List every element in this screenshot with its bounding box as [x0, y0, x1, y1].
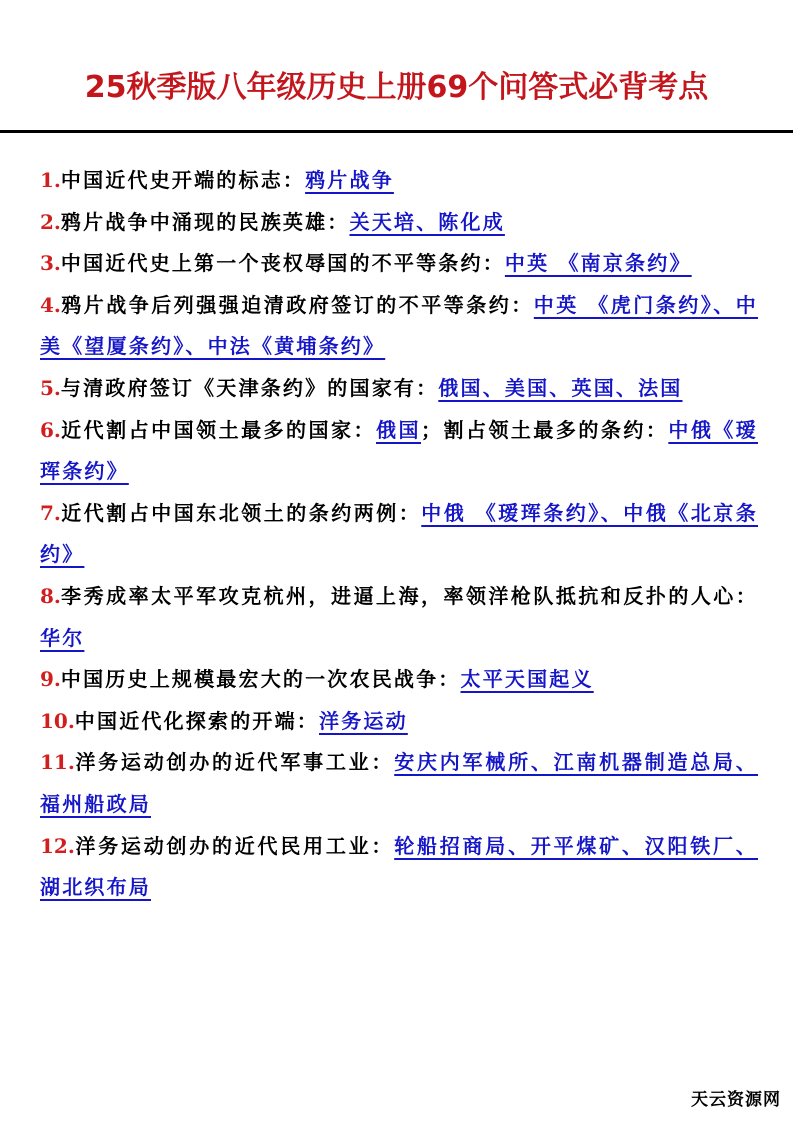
item-answer: 安庆内军械所、江南机器制造总局、福州船政局	[40, 750, 758, 816]
qa-item-3	[40, 243, 758, 285]
item-answer: 华尔	[40, 625, 85, 650]
item-number: 10.	[40, 708, 75, 733]
item-answer: 中俄 《瑷珲条约》、中俄《北京条约》	[40, 500, 758, 567]
item-answer-part2: 中俄《瑷珲条约》	[40, 417, 759, 484]
item-question: 中国近代史开端的标志：	[60, 168, 306, 192]
item-number: 8.	[40, 583, 61, 608]
item-answer: 俄国	[376, 417, 421, 442]
item-answer: 中英 《南京条约》	[504, 251, 692, 276]
item-question: 近代割占中国东北领土的条约两例：	[60, 500, 422, 525]
item-answer: 轮船招商局、开平煤矿、汉阳铁厂、湖北织布局	[40, 833, 758, 900]
item-answer: 关天培、陈化成	[349, 209, 505, 234]
item-question-part2: ；割占领土最多的条约：	[420, 417, 669, 442]
qa-item-4	[40, 285, 758, 368]
qa-item-12	[40, 826, 758, 909]
item-answer: 太平天国起义	[460, 667, 594, 692]
item-answer: 中英 《虎门条约》、中美《望厦条约》、中法《黄埔条约》	[40, 292, 759, 359]
qa-item-9	[40, 659, 758, 701]
item-number: 5.	[40, 375, 61, 400]
item-number: 4.	[40, 292, 61, 317]
qa-item-6	[40, 410, 758, 493]
item-question: 与清政府签订《天津条约》的国家有：	[60, 375, 439, 400]
item-answer: 洋务运动	[319, 708, 408, 733]
item-answer: 鸦片战争	[305, 168, 394, 192]
qa-item-2	[40, 202, 758, 244]
item-number: 7.	[40, 500, 61, 525]
watermark: 天云资源网	[691, 1090, 781, 1110]
page-title: 25秋季版八年级历史上册69个问答式必背考点	[84, 70, 709, 105]
item-question: 中国近代史上第一个丧权辱国的不平等条约：	[60, 251, 505, 276]
item-number: 11.	[40, 750, 75, 775]
title-divider	[0, 130, 793, 133]
item-number: 1.	[40, 168, 61, 192]
item-question: 洋务运动创办的近代军事工业：	[74, 750, 395, 775]
qa-item-7	[40, 493, 758, 576]
item-number: 9.	[40, 667, 61, 692]
item-question: 洋务运动创办的近代民用工业：	[74, 833, 395, 858]
qa-item-5	[40, 368, 758, 410]
qa-list	[40, 160, 758, 909]
qa-item-8	[40, 576, 758, 659]
item-question: 近代割占中国领土最多的国家：	[60, 417, 376, 442]
qa-item-10	[40, 701, 758, 743]
item-number: 12.	[40, 833, 75, 858]
qa-item-11	[40, 742, 758, 825]
item-number: 3.	[40, 251, 61, 276]
item-number: 6.	[40, 417, 61, 442]
item-question: 鸦片战争后列强强迫清政府签订的不平等条约：	[60, 292, 534, 317]
qa-item-1	[40, 160, 758, 202]
item-answer: 俄国、美国、英国、法国	[438, 375, 683, 400]
item-question: 李秀成率太平军攻克杭州，进逼上海，率领洋枪队抵抗和反扑的人心：	[60, 583, 758, 608]
item-number: 2.	[40, 209, 61, 234]
item-question: 鸦片战争中涌现的民族英雄：	[60, 209, 350, 234]
item-question: 中国近代化探索的开端：	[74, 708, 319, 733]
item-question: 中国历史上规模最宏大的一次农民战争：	[60, 667, 461, 692]
